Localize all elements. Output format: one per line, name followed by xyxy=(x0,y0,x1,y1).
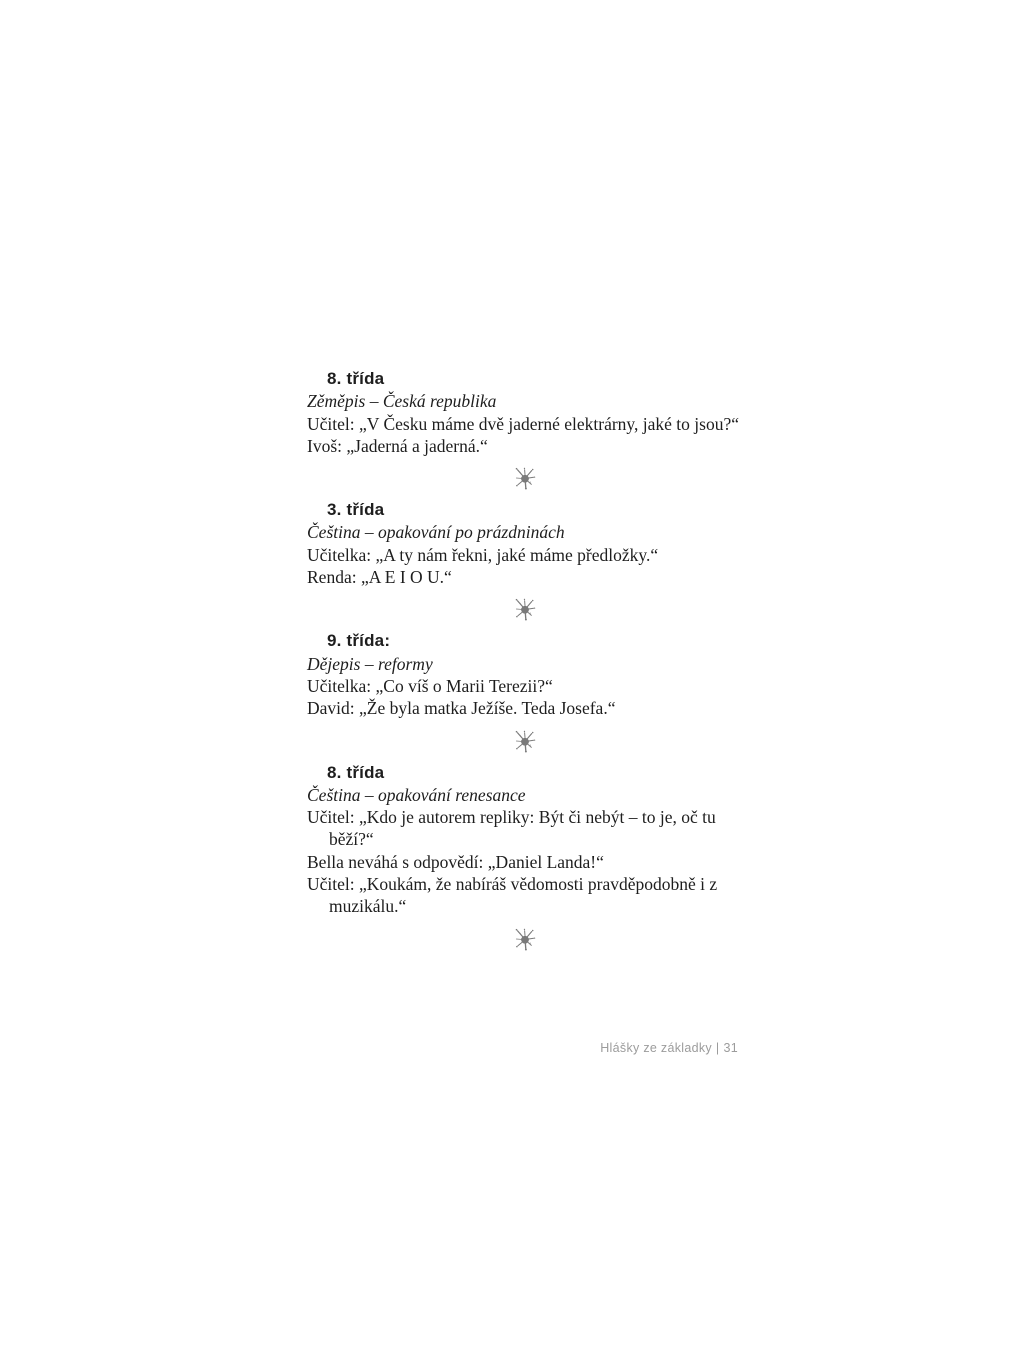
running-title: Hlášky ze základky xyxy=(600,1041,712,1055)
dialogue-line: Učitel: „V Česku máme dvě jaderné elektrárny, jaké to jsou?“ xyxy=(307,413,739,434)
joke-section-3 xyxy=(307,630,743,719)
grade-heading: 8. třída xyxy=(327,369,385,388)
dialogue-line: Učitelka: „A ty nám řekni, jaké máme předložky.“ xyxy=(307,544,659,565)
subject-line: Zěměpis – Česká republika xyxy=(307,391,497,412)
grade-heading: 8. třída xyxy=(327,762,385,782)
footer-separator: | xyxy=(715,1041,720,1055)
section-divider xyxy=(307,726,743,756)
subject-line: Čeština – opakování po prázdninách xyxy=(307,522,565,543)
section-divider xyxy=(307,924,743,954)
text-column xyxy=(307,368,743,960)
section-divider xyxy=(307,463,743,493)
grade-heading: 3. třída xyxy=(327,500,385,520)
subject-line: Čeština – opakování renesance xyxy=(307,784,526,805)
dialogue-line: Bella neváhá s odpovědí: „Daniel Landa!“ xyxy=(307,851,604,872)
joke-section-1 xyxy=(307,368,743,457)
grade-heading: 9. třída: xyxy=(327,631,391,651)
dialogue-line: Učitel: „Kdo je autorem repliky: Být či nebýt – to je, oč tu běží?“ xyxy=(307,807,716,850)
joke-section-2 xyxy=(307,499,743,588)
page-number: 31 xyxy=(723,1041,738,1055)
ink-splat-icon xyxy=(510,463,540,493)
ink-splat-icon xyxy=(510,726,540,756)
dialogue-line: David: „Že byla matka Ježíše. Teda Josefa.“ xyxy=(307,698,616,719)
joke-section-4 xyxy=(307,762,743,918)
dialogue-line: Učitelka: „Co víš o Marii Terezii?“ xyxy=(307,675,553,696)
ink-splat-icon xyxy=(510,924,540,954)
section-divider xyxy=(307,594,743,624)
page-footer xyxy=(307,1041,740,1055)
subject-line: Dějepis – reformy xyxy=(307,653,433,674)
dialogue-line: Ivoš: „Jaderná a jaderná.“ xyxy=(307,435,488,456)
dialogue-line: Učitel: „Koukám, že nabíráš vědomosti pravděpodobně i z muzikálu.“ xyxy=(307,874,718,917)
ink-splat-icon xyxy=(510,594,540,624)
dialogue-line: Renda: „A E I O U.“ xyxy=(307,567,452,588)
